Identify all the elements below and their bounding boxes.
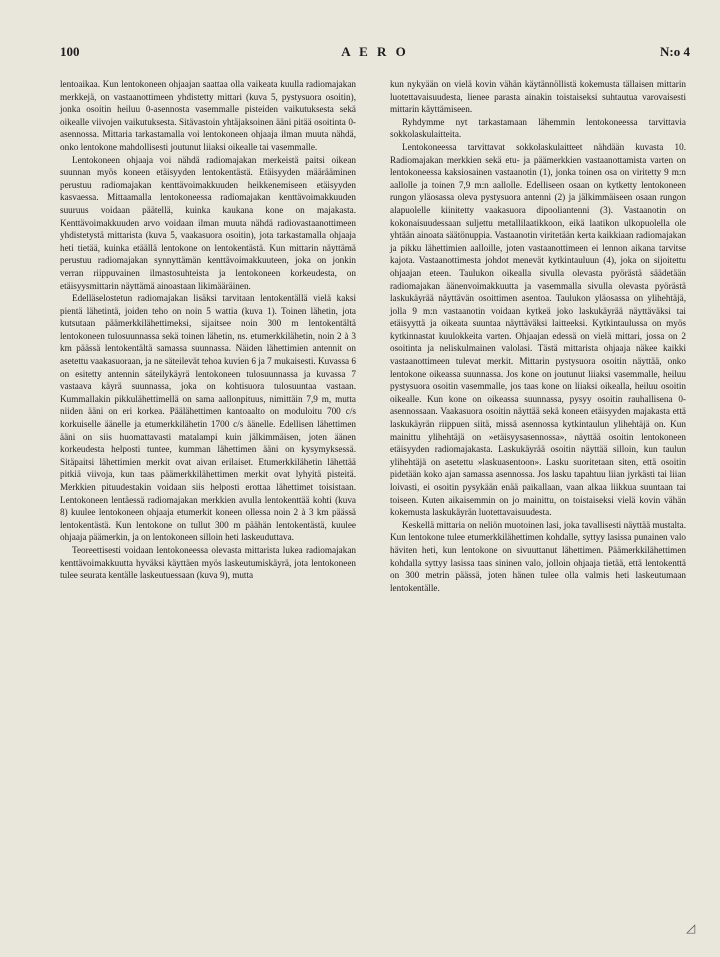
paragraph: Teoreettisesti voidaan lentokoneessa olevasta mittarista lukea radiomajakan kenttävoimakkuutta hyväksi käyttäen myös laskeutumiskäyrä, jota lentokoneen tulee seurata kentälle laskeutuessaan (kuva 9), mutta	[60, 544, 356, 581]
paragraph: Ryhdymme nyt tarkastamaan lähemmin lentokoneessa tarvittavia sokkolaskulaitteita.	[390, 116, 686, 140]
paragraph: Lentokoneen ohjaaja voi nähdä radiomajakan merkeistä paitsi oikean suunnan myös koneen etäisyyden lentokentästä. Etäisyyden määrääminen perustuu radiomajakan kenttävoimakkuuden heikkenemiseen etäisyyden kasvaessa. Mittaamalla lentokoneessa radiomajakan kenttävoimakkuuden suuruus voidaan päätellä, kuinka kaukana kone on majakasta. Kenttävoimakkuuden arvo voidaan ilman muuta nähdä radiovastaanottimeen yhdistetystä mittarista (kuva 5, vaakasuora osoitin), jota tarkastamalla ohjaaja heti tietää, kuinka etäällä lentokone on lentokentästä. Kun mittarin näyttämä perustuu radiomajakan synnyttämän kenttävoimakkuuteen, joka on jonkin verran riippuvainen ilmastosuhteista ja lentokoneen korkeudesta, on etäisyysmittarin näyttämä ainoastaan likimääräinen.	[60, 154, 356, 291]
page-number: 100	[60, 44, 80, 59]
paragraph: Lentokoneessa tarvittavat sokkolaskulaitteet nähdään kuvasta 10. Radiomajakan merkkien sekä etu- ja päämerkkien vastaanottamista varten on lentokoneessa kaksiosainen vastaanotin (1), jonka toinen osa on viritetty 9 m:n aallolle ja toinen 7,9 m:n aallolle. Edelliseen osaan on kytketty lentokoneen rungon yläosassa oleva pystysuora antenni (2) ja jälkimmäiseen osaan rungon alapuolelle kiinitetty vaakasuora dipooliantenni (3). Vastaanotin on kokonaisuudessaan suljettu metallilaatikkoon, eikä laatikon ulkopuolella ole yhtään ainoata säätönuppia. Vastaanotin viritetään kerta kaikkiaan radiomajakan ja pikku lähettimien aalloille, joten vastaanottimeen ei lennon aikana tarvitse kajota. Vastaanottimesta johdot menevät kytkintauluun (4), joka on sijoitettu ohjaajan eteen. Taulukon oikealla sivulla olevasta pyörästä säädetään radiomajakan äänenvoimakkuutta ja vasemmalla sivulla olevasta pyörästä laskukäyrää näyttävän osoittimen asentoa. Taulukon yläosassa on ylihehtäjä, jolla 9 m:n vastaanotin voidaan kytkeä joko laskukäyrää näyttäväksi tai etäisyyttä ja oikeata suuntaa näyttäväksi laitteeksi. Kytkintaulussa on myös kytkinnastat kuulokkeita varten. Ohjaajan edessä on vielä mittari, jossa on 2 osoitinta ja neliskulmainen valolasi. Tästä mittarista ohjaaja näkee kaikki vastaanottimeen tulevat merkit. Mittarin pystysuora osoitin näyttää, onko lentokone oikeassa suunnassa. Jos kone on joutunut liiaksi vasemmalle, heiluu pystysuora osoitin vasemmalle, jos taas kone on liiaksi oikealla, heiluu osoitin oikealle. Kun kone on oikeassa suunnassa, pysyy osoitin rauhallisena 0-asennossaan. Vaakasuora osoitin näyttää sekä koneen etäisyyden majakasta että laskukäyrän riippuen siitä, missä asennossa kytkintaulun ylihehtäjä on. Kun mainittu ylihehtäjä on »etäisyysasennossa», näyttää osoitin lentokoneen etäisyyden radiomajakasta. Laskukäyrää osoitin näyttää silloin, kun taulun ylihehtäjä on asetettu »laskuasentoon». Lasku suoritetaan siten, että osoitin pidetään koko ajan samassa asennossa. Jos lasku tapahtuu liian jyrkästi tai liian loivasti, ei osoitin pysykään enää paikallaan, vaan alkaa liikkua suuntaan tai toiseen. Kuten aikaisemmin on jo mainittu, on toistaiseksi vielä kovin vähän kokemusta laskukäyrän luotettavaisuudesta.	[390, 141, 686, 518]
paragraph: Edelläselostetun radiomajakan lisäksi tarvitaan lentokentällä vielä kaksi pientä lähetintä, joiden teho on noin 5 wattia (kuva 1). Toinen lähetin, jota kutsutaan päämerkkilähettimeksi, sijaitsee noin 300 m lentokentältä lentokoneen tulosuunnassa sekä toinen lähetin, ns. etumerkkilähetin, noin 2 à 3 km päässä lentokentältä samassa suunnassa. Näiden lähettimien antennit on asetettu vaakasuoraan, ja ne säteilevät tehoa kuvien 6 ja 7 mukaisesti. Kuvassa 6 on esitetty antennin säteilykäyrä lentokoneen tulosuunnassa ja kuvassa 7 vastaava käyrä suunnassa, joka on kohtisuora tulosuuntaa vastaan. Kummallakin pikkulähettimellä on sama aallonpituus, nimittäin 7,9 m, mutta niiden ääni on eri korkea. Päälähettimen kantoaalto on moduloitu 700 c/s korkuiselle äänelle ja etumerkkilähetin 1700 c/s äänelle. Edellisen lähettimen ääni on siis huomattavasti matalampi kuin jälkimmäisen, joten äänen korkeudesta helposti tuntee, kumman lähettimen ääni on kysymyksessä. Sitäpaitsi lähettimien merkit ovat aivan erilaiset. Etumerkkilähetin lähettää pitkiä viivoja, kun taas päämerkkilähettimen merkit ovat lyhyitä pisteitä. Merkkien pituudestakin voidaan siis helposti erottaa lähettimet toisistaan. Lentokoneen lentäessä radiomajakan merkkien avulla lentokenttää kohti (kuva 8) kuulee lentokoneen ohjaaja etumerkit koneen ollessa noin 2 à 3 km päässä lentokentästä. Kun lentokone on tullut 300 m päähän lentokentästä, kuulee ohjaaja päämerkin, ja on lentokoneen silloin heti laskeuduttava.	[60, 293, 356, 543]
issue-number: N:o 4	[660, 44, 690, 59]
page-corner-icon: ◿	[686, 921, 696, 935]
right-column	[390, 78, 686, 594]
paragraph: kun nykyään on vielä kovin vähän käytännöllistä kokemusta tällaisen mittarin luotettavaisuudesta, lienee parasta ainakin toistaiseksi suhtautua varovaisesti mittarin käyttämiseen.	[390, 79, 686, 115]
running-header	[60, 44, 690, 62]
journal-title: A E R O	[341, 44, 409, 59]
left-column	[60, 78, 356, 582]
paragraph: Keskellä mittaria on neliön muotoinen lasi, joka tavallisesti näyttää mustalta. Kun lentokone tulee etumerkkilähettimen kohdalle, syttyy lasissa punainen valo häviten heti, kun lentokone on sivuuttanut lähettimen. Päämerkkilähettimen kohdalla syttyy lasissa taas sininen valo, jolloin ohjaaja tietää, että lentokenttä on 300 metrin päässä, joten hänen tulee olla valmis heti laskeutumaan lentokentälle.	[390, 519, 686, 593]
paragraph: lentoaikaa. Kun lentokoneen ohjaajan saattaa olla vaikeata kuulla radiomajakan merkkejä, on vastaanottimeen yhdistetty mittari (kuva 5, pystysuora osoitin), jonka osoitin heiluu 0-asennosta vasemmalle pisteiden vaikutuksesta sekä oikealle viivojen vaikutuksesta. Sitävastoin yhtäjaksoinen ääni pitää osoitinta 0-asennossa. Mittaria tarkastamalla voi lentokoneen ohjaaja ilman muuta nähdä, onko lentokone mahdollisesti joutunut liiaksi oikealle tai vasemmalle.	[60, 79, 356, 152]
